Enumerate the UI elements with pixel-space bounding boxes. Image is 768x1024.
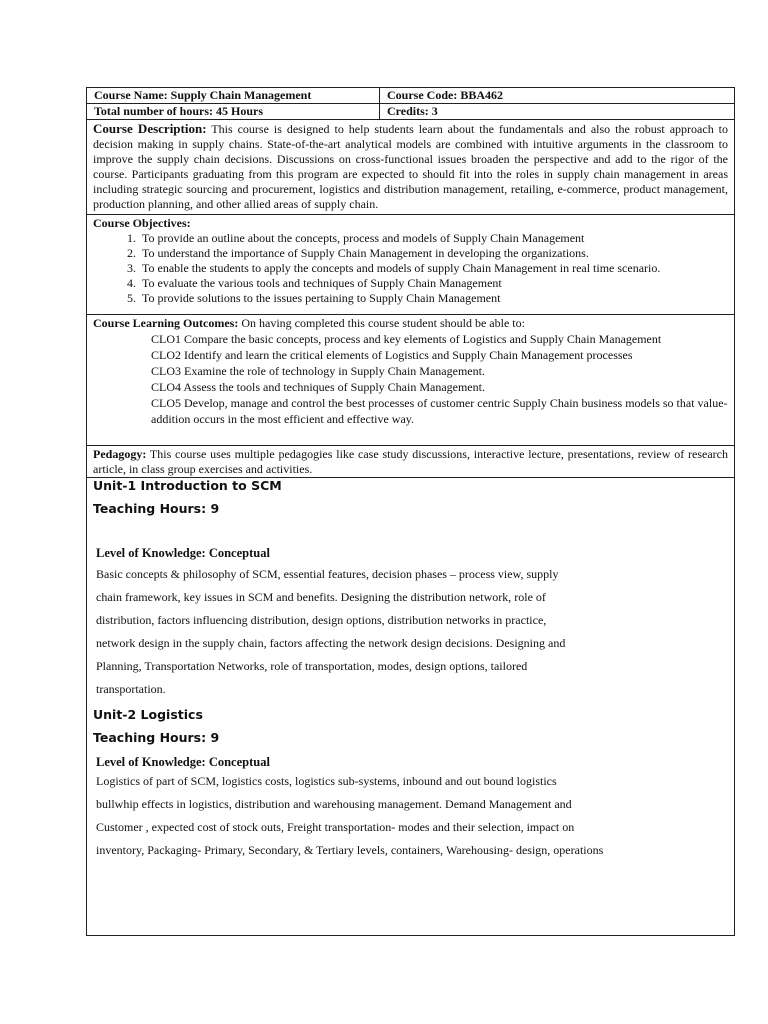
unit-content-line: inventory, Packaging- Primary, Secondary, & Tertiary levels, containers, Warehousing- design, operations (96, 843, 604, 857)
course-header-table (87, 88, 734, 120)
objective-item: 5. To provide solutions to the issues pertaining to Supply Chain Management (139, 291, 728, 306)
teaching-hours: Teaching Hours: 9 (93, 730, 220, 745)
objective-item: 4. To evaluate the various tools and techniques of Supply Chain Management (139, 276, 728, 291)
course-name: Course Name: Supply Chain Management (87, 88, 380, 104)
outcome-item: CLO1 Compare the basic concepts, process and key elements of Logistics and Supply Chain Management (151, 332, 662, 346)
unit-2-section (87, 707, 734, 862)
course-objectives (87, 215, 734, 315)
unit-content (87, 563, 656, 701)
objective-item: 2. To understand the importance of Supply Chain Management in developing the organizations. (139, 246, 728, 261)
objectives-list (93, 231, 728, 306)
level-of-knowledge: Level of Knowledge: Conceptual (96, 755, 270, 769)
unit-content-line: distribution, factors influencing distribution, design options, distribution networks in practice, (96, 613, 547, 627)
unit-content-line: network design in the supply chain, factors affecting the network design decisions. Designing and (96, 636, 566, 650)
unit-content-line: bullwhip effects in logistics, distribution and warehousing management. Demand Management and (96, 797, 572, 811)
total-hours: Total number of hours: 45 Hours (87, 104, 380, 120)
outcome-item: CLO3 Examine the role of technology in Supply Chain Management. (151, 364, 485, 378)
pedagogy (87, 446, 734, 478)
unit-title: Unit-1 Introduction to SCM (93, 478, 282, 493)
outcome-item: CLO4 Assess the tools and techniques of Supply Chain Management. (151, 380, 485, 394)
unit-content-line: Logistics of part of SCM, logistics costs, logistics sub-systems, inbound and out bound logistics (96, 774, 557, 788)
course-objectives-label: Course Objectives: (93, 216, 191, 230)
course-description-label: Course Description: (93, 121, 207, 136)
outcomes-intro: On having completed this course student should be able to: (238, 316, 525, 330)
pedagogy-text: This course uses multiple pedagogies like case study discussions, interactive lecture, presentations, review of research article, in class group exercises and activities. (93, 447, 728, 476)
unit-content-line: Customer , expected cost of stock outs, Freight transportation- modes and their selection, impact on (96, 820, 575, 834)
outcome-item: CLO2 Identify and learn the critical elements of Logistics and Supply Chain Management processes (151, 348, 633, 362)
course-description (87, 120, 734, 215)
outcome-item: CLO5 Develop, manage and control the best processes of customer centric Supply Chain business models so that value-addition occurs in the most efficient and effective way. (151, 396, 728, 426)
level-of-knowledge: Level of Knowledge: Conceptual (96, 546, 270, 560)
unit-content-line: Basic concepts & philosophy of SCM, essential features, decision phases – process view, supply (96, 567, 559, 581)
pedagogy-label: Pedagogy: (93, 447, 147, 461)
outcomes-list (93, 331, 728, 427)
unit-1-section (87, 478, 734, 701)
course-syllabus-page (86, 87, 735, 936)
unit-content-line: chain framework, key issues in SCM and benefits. Designing the distribution network, role of (96, 590, 546, 604)
course-learning-outcomes (87, 315, 734, 446)
teaching-hours: Teaching Hours: 9 (93, 501, 220, 516)
unit-content (87, 770, 656, 862)
credits: Credits: 3 (380, 104, 735, 120)
unit-title: Unit-2 Logistics (93, 707, 203, 722)
unit-content-line: Planning, Transportation Networks, role of transportation, modes, design options, tailored (96, 659, 528, 673)
objective-item: 3. To enable the students to apply the concepts and models of supply Chain Management in real time scenario. (139, 261, 728, 276)
unit-content-line: transportation. (96, 682, 166, 696)
outcomes-label: Course Learning Outcomes: (93, 316, 239, 330)
course-description-text: This course is designed to help students learn about the fundamentals and also the robust approach to decision making in supply chains. State-of-the-art analytical models are combined with intuitive arguments in the classroom to improve the supply chain decisions. Discussions on cross-functional issues broaden the perspective and add to the rigor of the course. Participants graduating from this program are expected to should fit into the roles in supply chain management in areas including strategic sourcing and procurement, logistics and distribution management, retailing, e-commerce, product management, production planning, and other allied areas of supply chain. (93, 122, 728, 211)
course-code: Course Code: BBA462 (380, 88, 735, 104)
objective-item: 1. To provide an outline about the concepts, process and models of Supply Chain Management (139, 231, 728, 246)
